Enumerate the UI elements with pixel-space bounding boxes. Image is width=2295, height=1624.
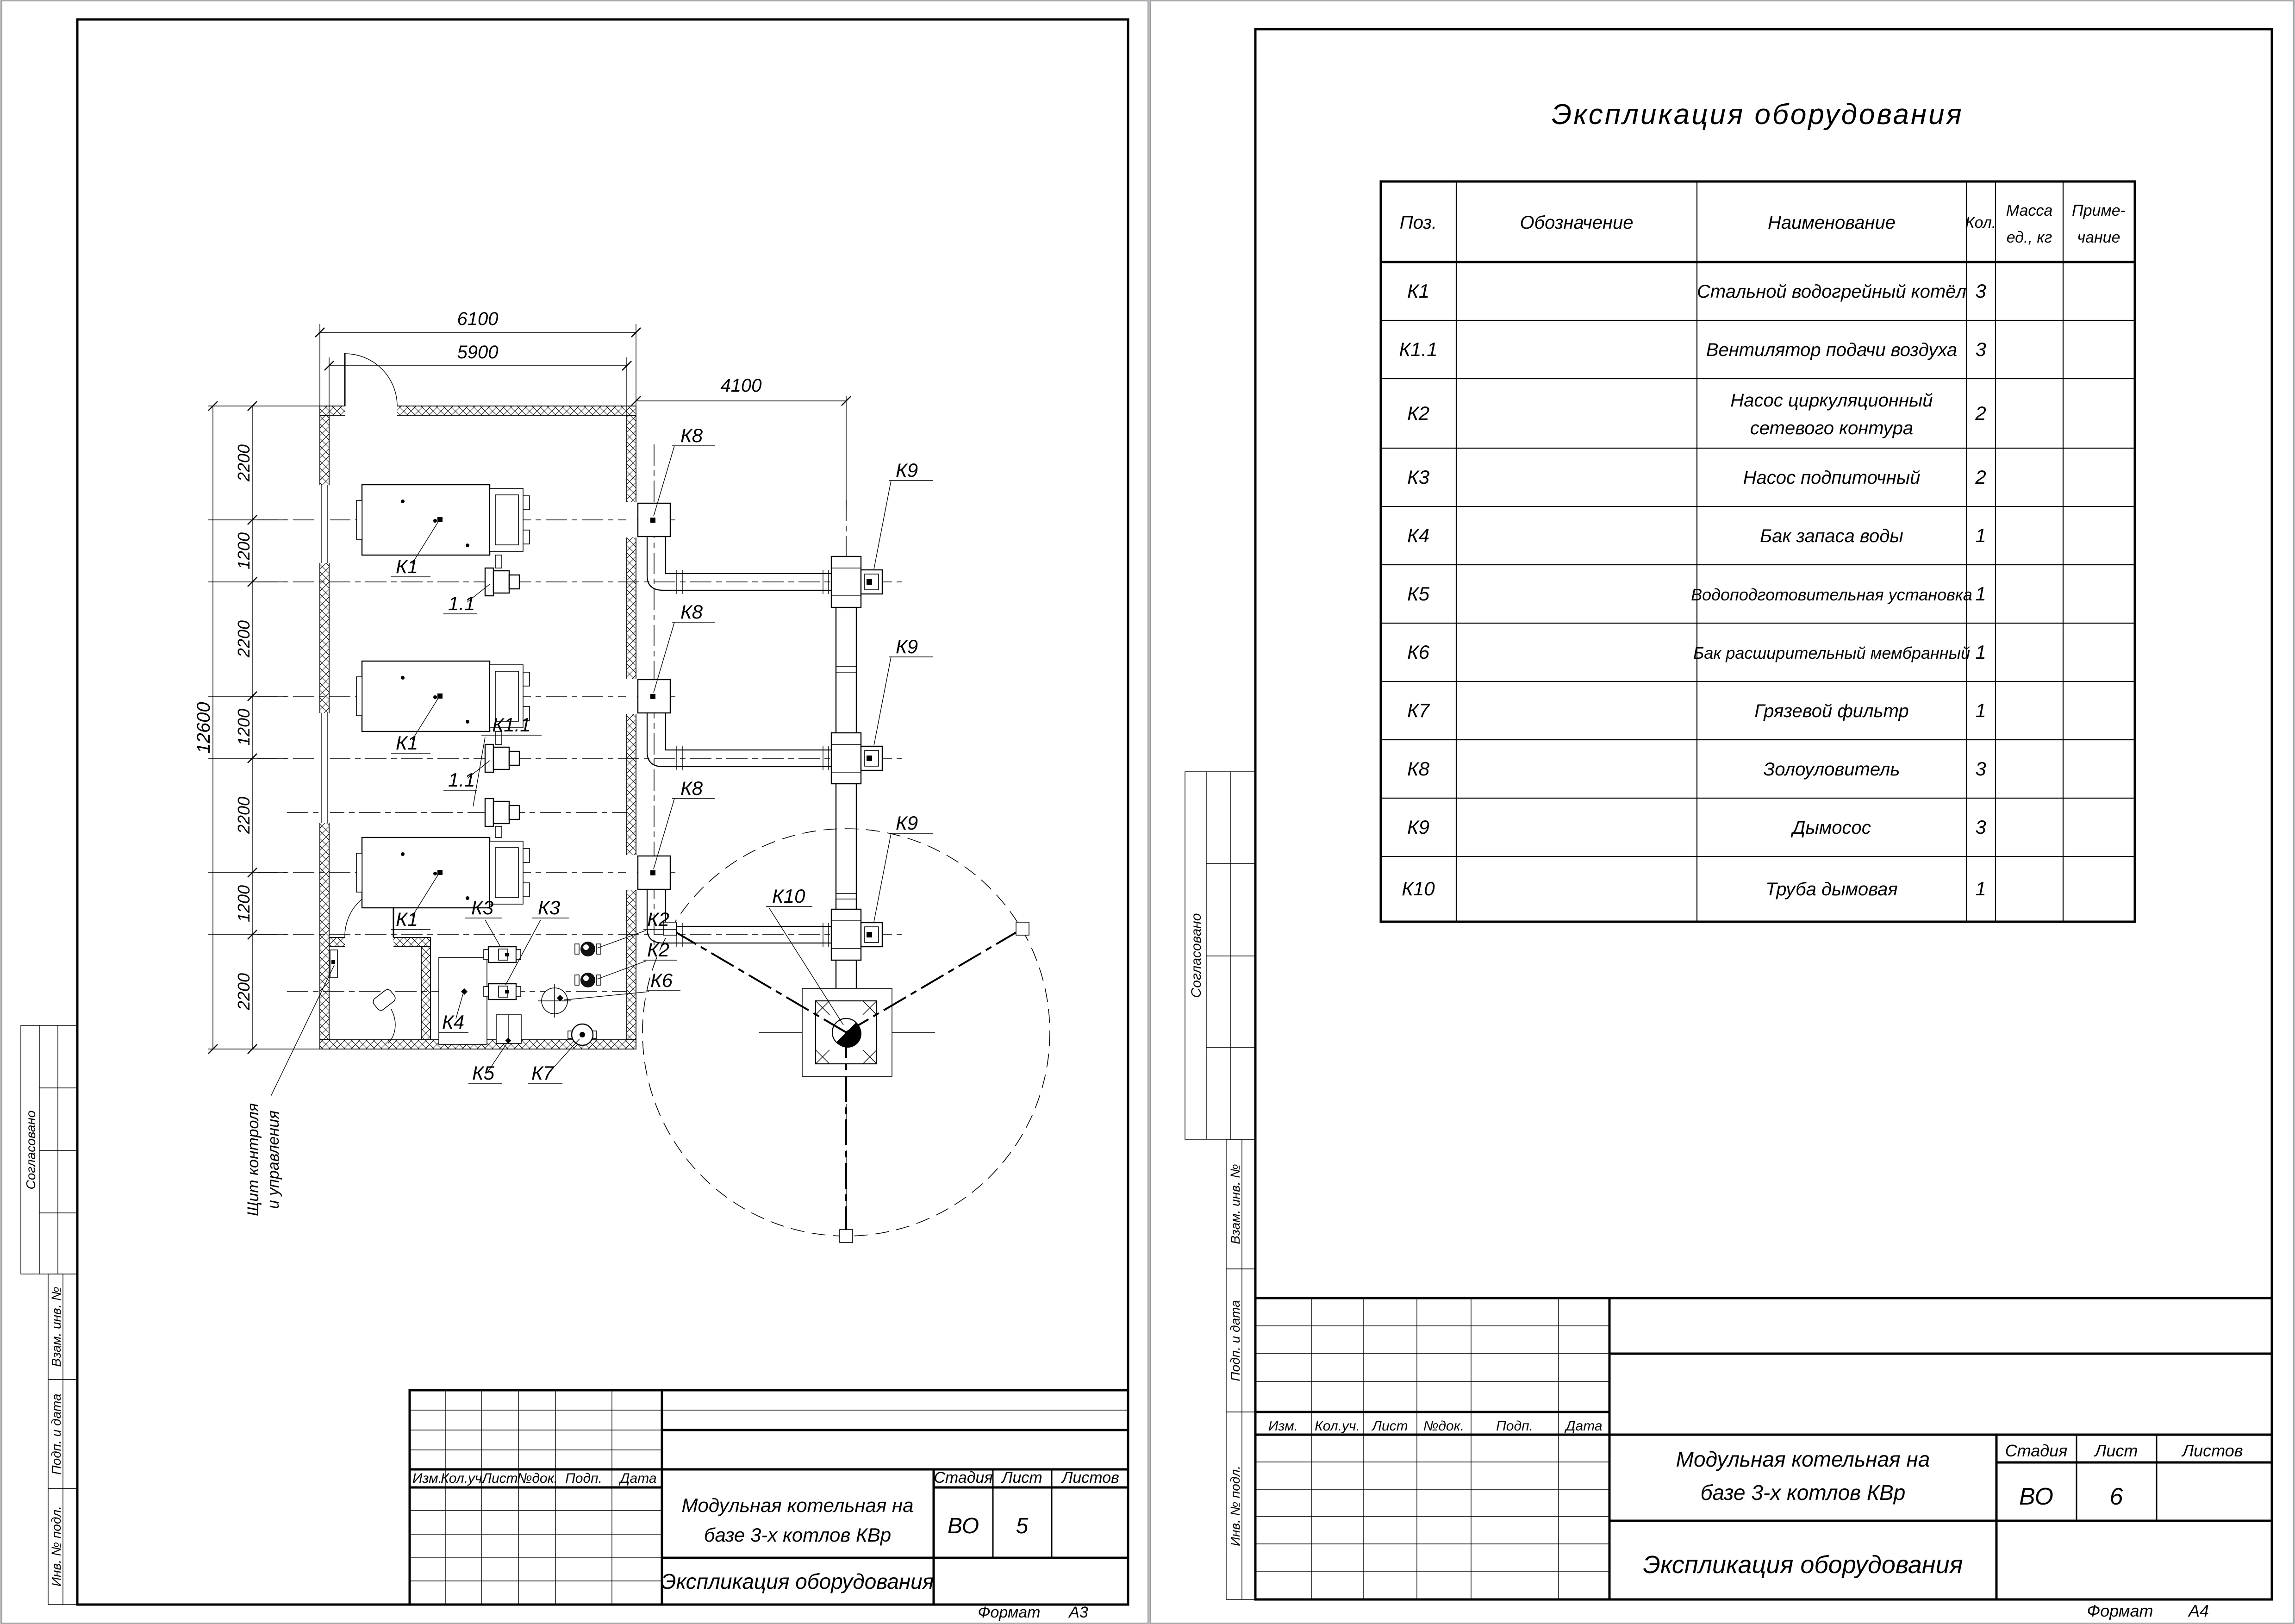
row2-pos: К1.1 [1399,338,1438,360]
label-k8-3: К8 [680,777,703,799]
row9-qty: 3 [1975,758,1986,780]
row9-pos: К8 [1407,758,1430,780]
stage-label-right: Стадия [2005,1441,2068,1460]
label-k8-1: К8 [680,425,703,446]
label-k1-1: К1 [396,556,418,577]
label-k5: К5 [472,1062,495,1084]
paper-left [2,1,1148,1623]
row11-pos: К10 [1402,878,1435,899]
row6-qty: 1 [1975,583,1986,605]
sheets-label-right: Листов [2182,1441,2243,1460]
col-note-l1: Приме- [2072,202,2126,219]
rev-kol-left: Кол.уч. [441,1471,486,1486]
row6-name: Водоподготовительная установка [1691,585,1972,604]
project-line2-left: базе 3-х котлов КВр [704,1524,892,1546]
label-fan-2: 1.1 [448,769,475,791]
format-value-right: А4 [2188,1601,2209,1620]
rev-izm-left: Изм. [412,1471,442,1486]
flue-junction-2 [831,733,861,784]
row1-pos: К1 [1407,280,1430,302]
rev-podp-right: Подп. [1496,1418,1533,1434]
pump-k2-2 [575,973,601,987]
stage-value-right: ВО [2019,1483,2053,1510]
label-k9-2: К9 [896,636,918,657]
format-value-left: А3 [1069,1604,1088,1621]
label-k3-1: К3 [471,897,494,918]
paper-right [1151,1,2293,1623]
format-label-right: Формат [2087,1601,2153,1620]
sheet-number-right: 6 [2109,1483,2123,1510]
rev-data-left: Дата [620,1471,657,1486]
row4-name: Насос подпиточный [1743,468,1921,488]
panel-note-line1: Щит контроля [244,1103,262,1217]
row3-name2: сетевого контура [1750,418,1914,438]
row9-name: Золоуловитель [1763,759,1900,780]
row7-name: Бак расширительный мембранный [1693,643,1971,662]
doc-name-right: Экспликация оборудования [1643,1551,1963,1579]
dim-6100: 6100 [457,309,499,329]
row2-name: Вентилятор подачи воздуха [1706,340,1958,360]
panel-note-line2: и управления [265,1110,282,1209]
label-k7: К7 [531,1062,554,1084]
label-k2-1: К2 [647,908,670,930]
row7-qty: 1 [1975,641,1986,663]
label-fan-3: К1.1 [492,714,531,736]
label-fan-1: 1.1 [448,593,475,614]
row8-qty: 1 [1975,700,1986,721]
row10-qty: 3 [1975,816,1986,838]
row2-qty: 3 [1975,338,1986,360]
row4-qty: 2 [1975,466,1986,488]
project-line1-right: Модульная котельная на [1676,1447,1930,1471]
guy-anchor-2 [1016,922,1029,935]
row10-pos: К9 [1407,816,1430,838]
rev-podp-left: Подп. [565,1471,602,1486]
col-pos: Поз. [1399,212,1437,233]
row4-pos: К3 [1407,466,1430,488]
door-opening-main [345,405,397,416]
dim-seg-7: 2200 [234,973,253,1011]
row11-qty: 1 [1975,878,1986,899]
label-k6: К6 [650,969,673,991]
row3-pos: К2 [1407,402,1430,424]
sheet-number-left: 5 [1016,1514,1029,1538]
col-qty: Кол. [1965,214,1996,231]
label-k1-2: К1 [396,732,418,754]
dim-seg-3: 2200 [234,620,253,658]
row5-name: Бак запаса воды [1760,526,1903,546]
format-label-left: Формат [978,1604,1041,1621]
doc-name-left: Экспликация оборудования [661,1569,934,1593]
row11-name: Труба дымовая [1765,879,1898,899]
col-designation: Обозначение [1520,212,1634,233]
row1-qty: 3 [1975,280,1986,302]
sheet-label-right: Лист [2095,1441,2138,1460]
flue-junction-1 [831,556,861,607]
label-k2-2: К2 [647,939,670,961]
dim-seg-6: 1200 [234,885,253,923]
label-k3-2: К3 [538,897,561,918]
row3-qty: 2 [1975,402,1986,424]
stage-label-left: Стадия [934,1469,993,1487]
dim-seg-2: 1200 [234,532,253,570]
dim-5900: 5900 [457,342,499,362]
dim-12600: 12600 [193,702,214,754]
col-note-l2: чание [2077,229,2120,246]
col-mass-l2: ед., кг [2006,229,2052,246]
stamp-podp-right: Подп. и дата [1228,1300,1242,1381]
label-k9-1: К9 [896,459,918,481]
stamp-inv-right: Инв. № подл. [1228,1466,1242,1546]
sheet-left [2,1,1148,1623]
rev-kol-right: Кол.уч. [1315,1418,1360,1434]
rev-dok-right: №док. [1423,1418,1465,1434]
label-k8-2: К8 [680,601,703,623]
stamp-soglasovano-right: Согласовано [1189,913,1204,998]
row6-pos: К5 [1407,583,1430,605]
tank-k4 [439,957,487,1044]
pump-k2-1 [575,942,601,956]
row7-pos: К6 [1407,641,1430,663]
dim-seg-1: 2200 [234,444,253,482]
rev-dok-left: №док. [517,1471,558,1486]
stamp-podp-left: Подп. и дата [49,1393,63,1475]
row10-name: Дымосос [1792,818,1871,838]
row8-name: Грязевой фильтр [1754,701,1909,721]
dim-seg-5: 2200 [234,796,253,834]
row5-qty: 1 [1975,525,1986,546]
col-name: Наименование [1767,212,1896,233]
row5-pos: К4 [1407,525,1430,546]
label-k1-3: К1 [396,908,418,930]
label-k4: К4 [442,1011,465,1033]
spec-table-title: Экспликация оборудования [1552,99,1964,131]
row3-name: Насос циркуляционный [1730,390,1933,411]
project-line1-left: Модульная котельная на [681,1494,914,1516]
sheets-label-left: Листов [1062,1469,1119,1487]
dim-4100: 4100 [720,375,762,396]
sheet-label-left: Лист [1002,1469,1042,1487]
rev-izm-right: Изм. [1268,1418,1298,1434]
stamp-vzam-right: Взам. инв. № [1228,1164,1242,1244]
wtp-k5 [496,1015,521,1043]
rev-list-left: Лист [482,1471,518,1486]
rev-data-right: Дата [1565,1418,1603,1434]
stamp-soglasovano-left: Согласовано [24,1110,38,1190]
pump-k3-1 [484,947,521,962]
project-line2-right: базе 3-х котлов КВр [1700,1480,1906,1505]
guy-anchor-3 [840,1230,853,1243]
flue-junction-3 [831,909,861,960]
stage-value-left: ВО [947,1514,979,1538]
sheet-right [1151,1,2293,1623]
pump-k3-2 [484,984,521,999]
stamp-inv-left: Инв. № подл. [49,1506,63,1587]
col-mass-l1: Масса [2006,202,2053,219]
row1-name: Стальной водогрейный котёл [1697,281,1966,302]
label-k9-3: К9 [896,812,918,834]
stamp-vzam-left: Взам. инв. № [49,1287,63,1367]
rev-list-right: Лист [1372,1418,1408,1434]
label-k10: К10 [772,885,805,907]
dim-seg-4: 1200 [234,708,253,746]
row8-pos: К7 [1407,700,1430,721]
